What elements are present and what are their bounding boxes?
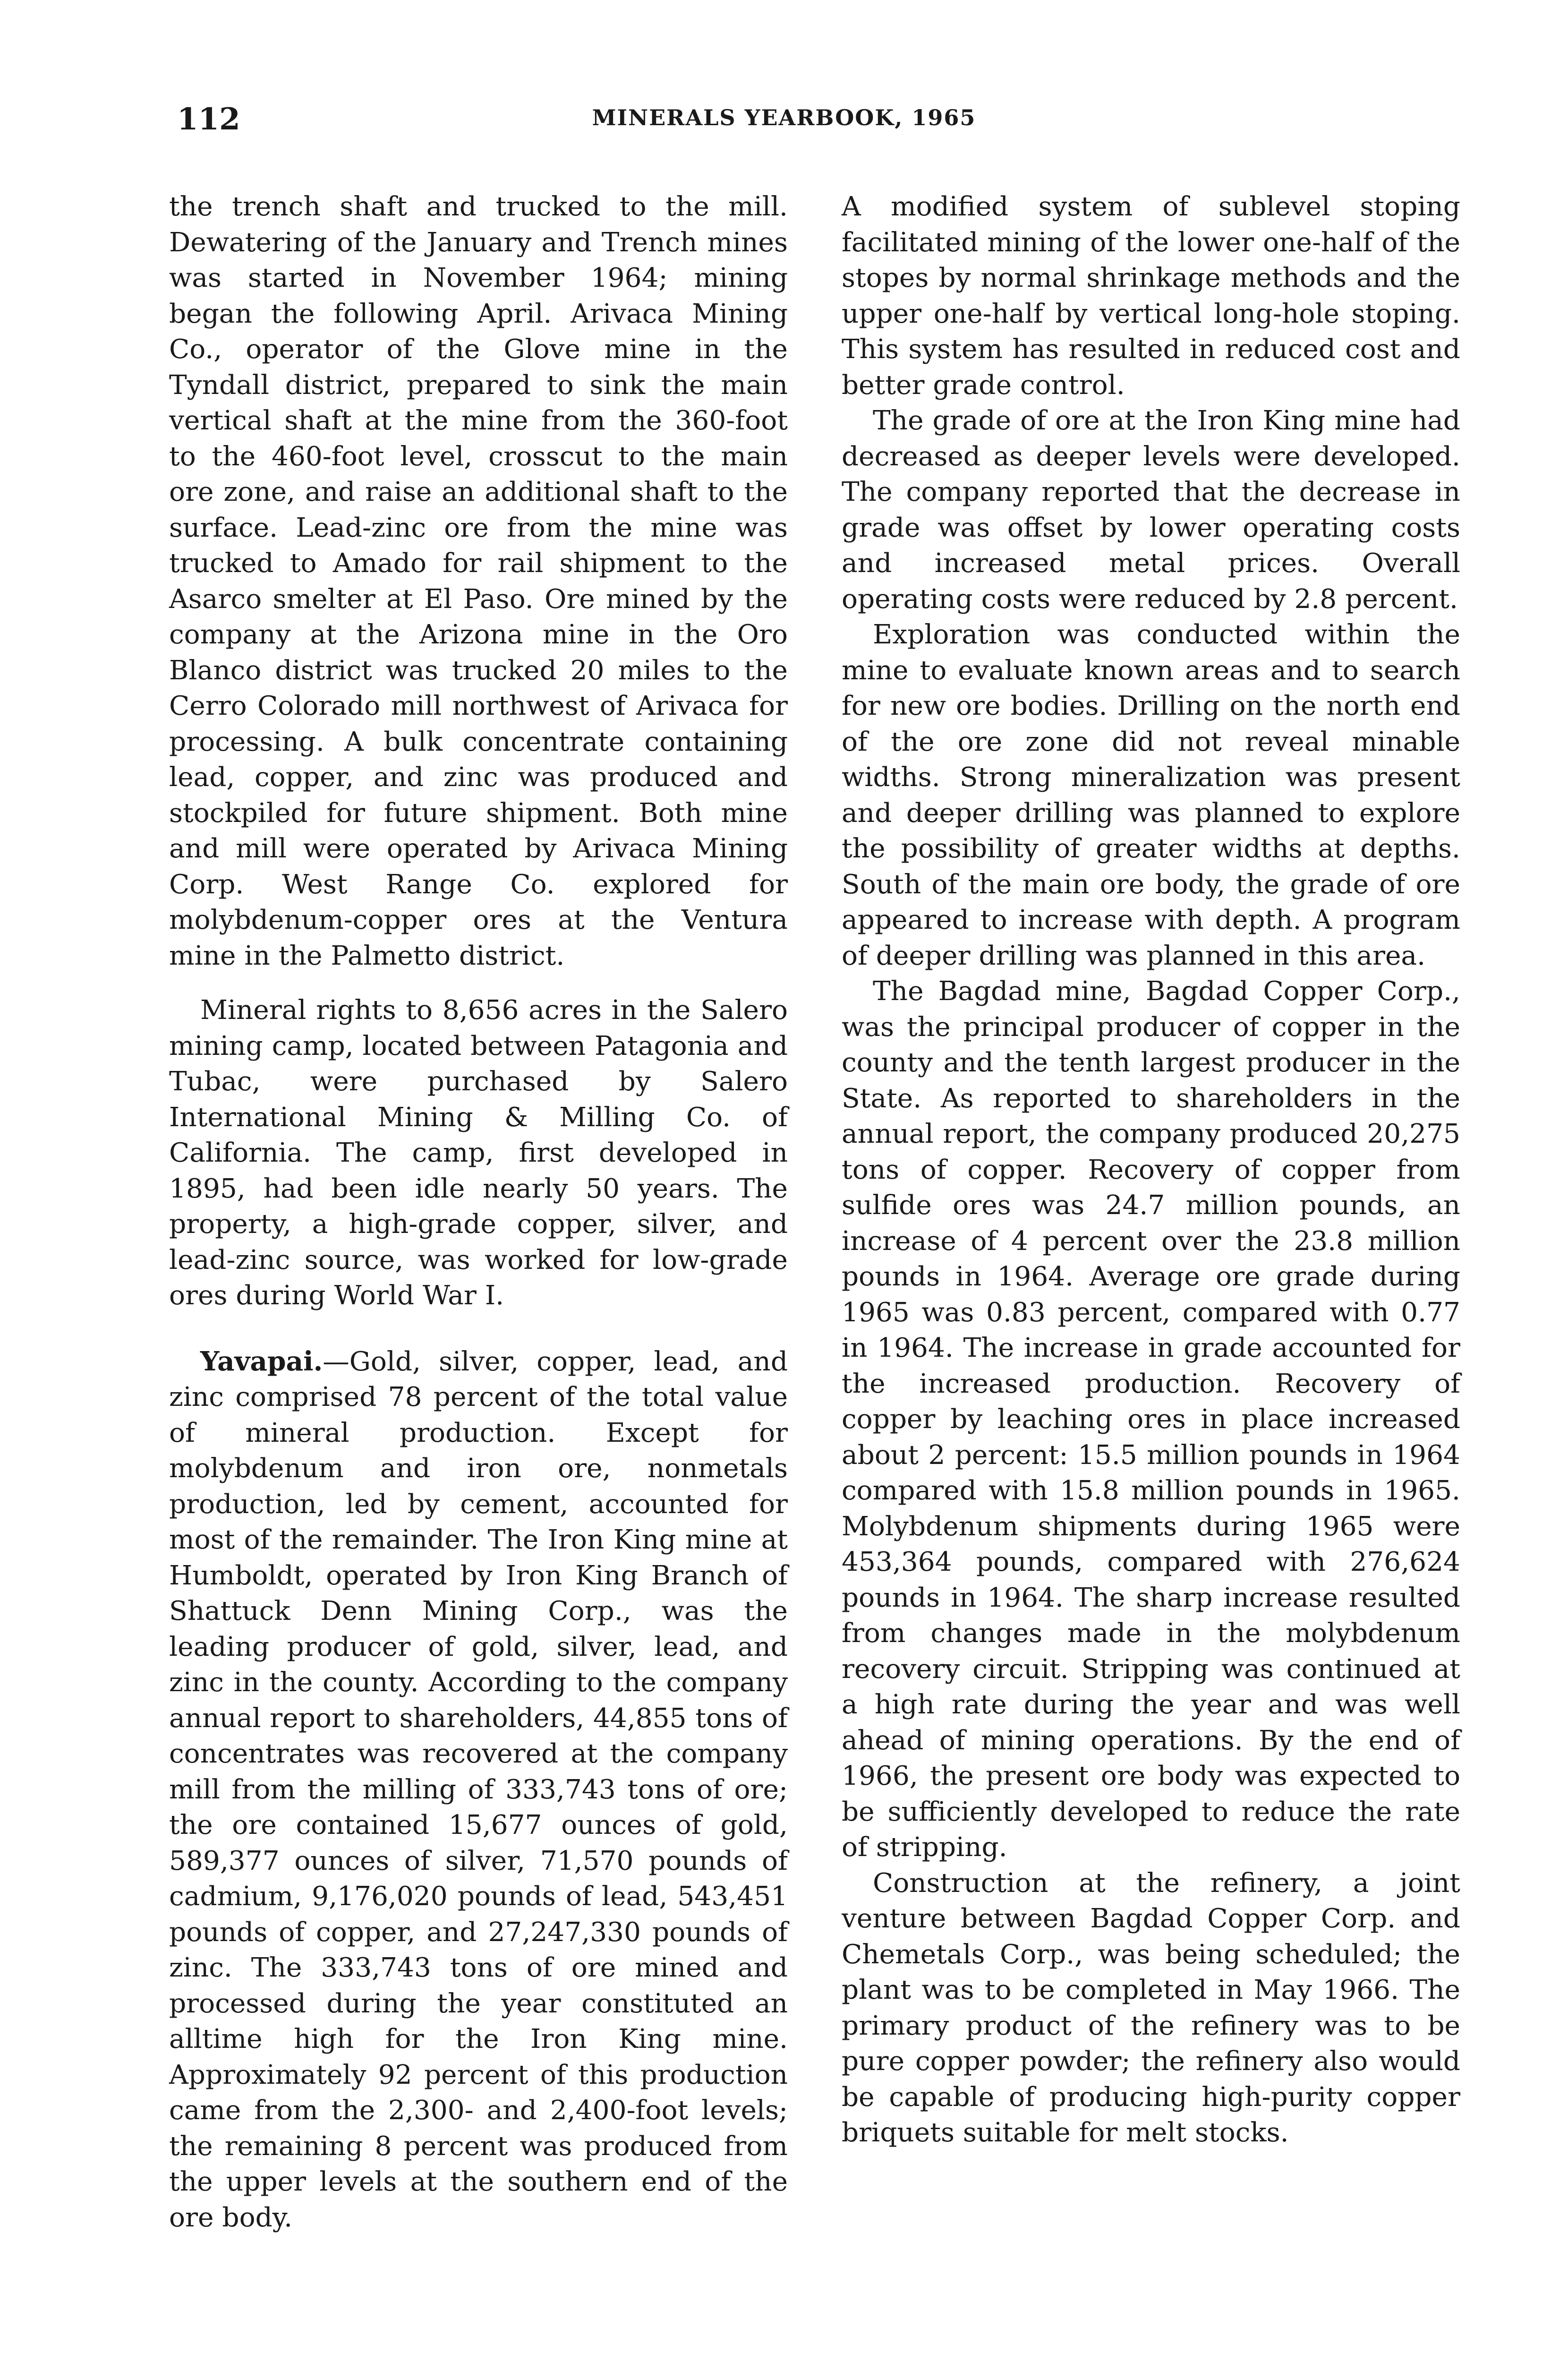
county-heading: Yavapai.	[200, 1345, 323, 1377]
right-column	[842, 189, 1460, 2151]
paragraph: Exploration was conducted within the mine to evaluate known areas and to search for new ore bodies. Drilling on the north end of the ore zone did not reveal minable widths. Strong mineralization was present and deeper drilling was planned to explore the possibility of greater widths at depths. South of the main ore body, the grade of ore appeared to increase with depth. A program of deeper drilling was planned in this area.	[842, 619, 1460, 971]
paragraph: The Bagdad mine, Bagdad Copper Corp., was the principal producer of copper in the county and the tenth largest producer in the State. As reported to shareholders in the annual report, the company produced 20,275 tons of copper. Recovery of copper from sulfide ores was 24.7 million pounds, an increase of 4 percent over the 23.8 million pounds in 1964. Average ore grade during 1965 was 0.83 percent, compared with 0.77 in 1964. The increase in grade accounted for the increased production. Recovery of copper by leaching ores in place increased about 2 percent: 15.5 million pounds in 1964 compared with 15.8 million pounds in 1965. Molybdenum shipments during 1965 were 453,364 pounds, compared with 276,624 pounds in 1964. The sharp increase resulted from changes made in the molybdenum recovery circuit. Stripping was continued at a high rate during the year and was well ahead of mining operations. By the end of 1966, the present ore body was expected to be sufficiently developed to reduce the rate of stripping.	[842, 976, 1460, 1863]
paragraph	[169, 1344, 788, 2236]
left-column	[169, 189, 788, 2235]
paragraph-text: —Gold, silver, copper, lead, and zinc comprised 78 percent of the total value of mineral production. Except for molybdenum and iron ore, nonmetals production, led by cement, accounted for most of the remainder. The Iron King mine at Humboldt, operated by Iron King Branch of Shattuck Denn Mining Corp., was the leading producer of gold, silver, lead, and zinc in the county. According to the company annual report to shareholders, 44,855 tons of concentrates was recovered at the company mill from the milling of 333,743 tons of ore; the ore contained 15,677 ounces of gold, 589,377 ounces of silver, 71,570 pounds of cadmium, 9,176,020 pounds of lead, 543,451 pounds of copper, and 27,247,330 pounds of zinc. The 333,743 tons of ore mined and processed during the year constituted an alltime high for the Iron King mine. Approximately 92 percent of this production came from the 2,300- and 2,400-foot levels; the remaining 8 percent was produced from the upper levels at the southern end of the ore body.	[169, 1346, 788, 2233]
paragraph: The grade of ore at the Iron King mine had decreased as deeper levels were developed. The company reported that the decrease in grade was offset by lower operating costs and increased metal prices. Overall operating costs were reduced by 2.8 percent.	[842, 405, 1460, 615]
paragraph: Construction at the refinery, a joint venture between Bagdad Copper Corp. and Chemetals Corp., was being scheduled; the plant was to be completed in May 1966. The primary product of the refinery was to be pure copper powder; the refinery also would be capable of producing high-purity copper briquets suitable for melt stocks.	[842, 1867, 1460, 2148]
page-number: 112	[177, 102, 240, 137]
running-head: MINERALS YEARBOOK, 1965	[592, 105, 976, 130]
paragraph: A modified system of sublevel stoping facilitated mining of the lower one-half of the stopes by normal shrinkage methods and the upper one-half by vertical long-hole stoping. This system has resulted in reduced cost and better grade control.	[842, 191, 1460, 401]
paragraph: the trench shaft and trucked to the mill. Dewatering of the January and Trench mines was started in November 1964; mining began the following April. Arivaca Mining Co., operator of the Glove mine in the Tyndall district, prepared to sink the main vertical shaft at the mine from the 360-foot to the 460-foot level, crosscut to the main ore zone, and raise an additional shaft to the surface. Lead-zinc ore from the mine was trucked to Amado for rail shipment to the Asarco smelter at El Paso. Ore mined by the company at the Arizona mine in the Oro Blanco district was trucked 20 miles to the Cerro Colorado mill northwest of Arivaca for processing. A bulk concentrate containing lead, copper, and zinc was produced and stockpiled for future shipment. Both mine and mill were operated by Arivaca Mining Corp. West Range Co. explored for molybdenum-copper ores at the Ventura mine in the Palmetto district.	[169, 191, 788, 971]
paragraph: Mineral rights to 8,656 acres in the Salero mining camp, located between Patagonia and Tubac, were purchased by Salero International Mining & Milling Co. of California. The camp, first developed in 1895, had been idle nearly 50 years. The property, a high-grade copper, silver, and lead-zinc source, was worked for low-grade ores during World War I.	[169, 995, 788, 1311]
